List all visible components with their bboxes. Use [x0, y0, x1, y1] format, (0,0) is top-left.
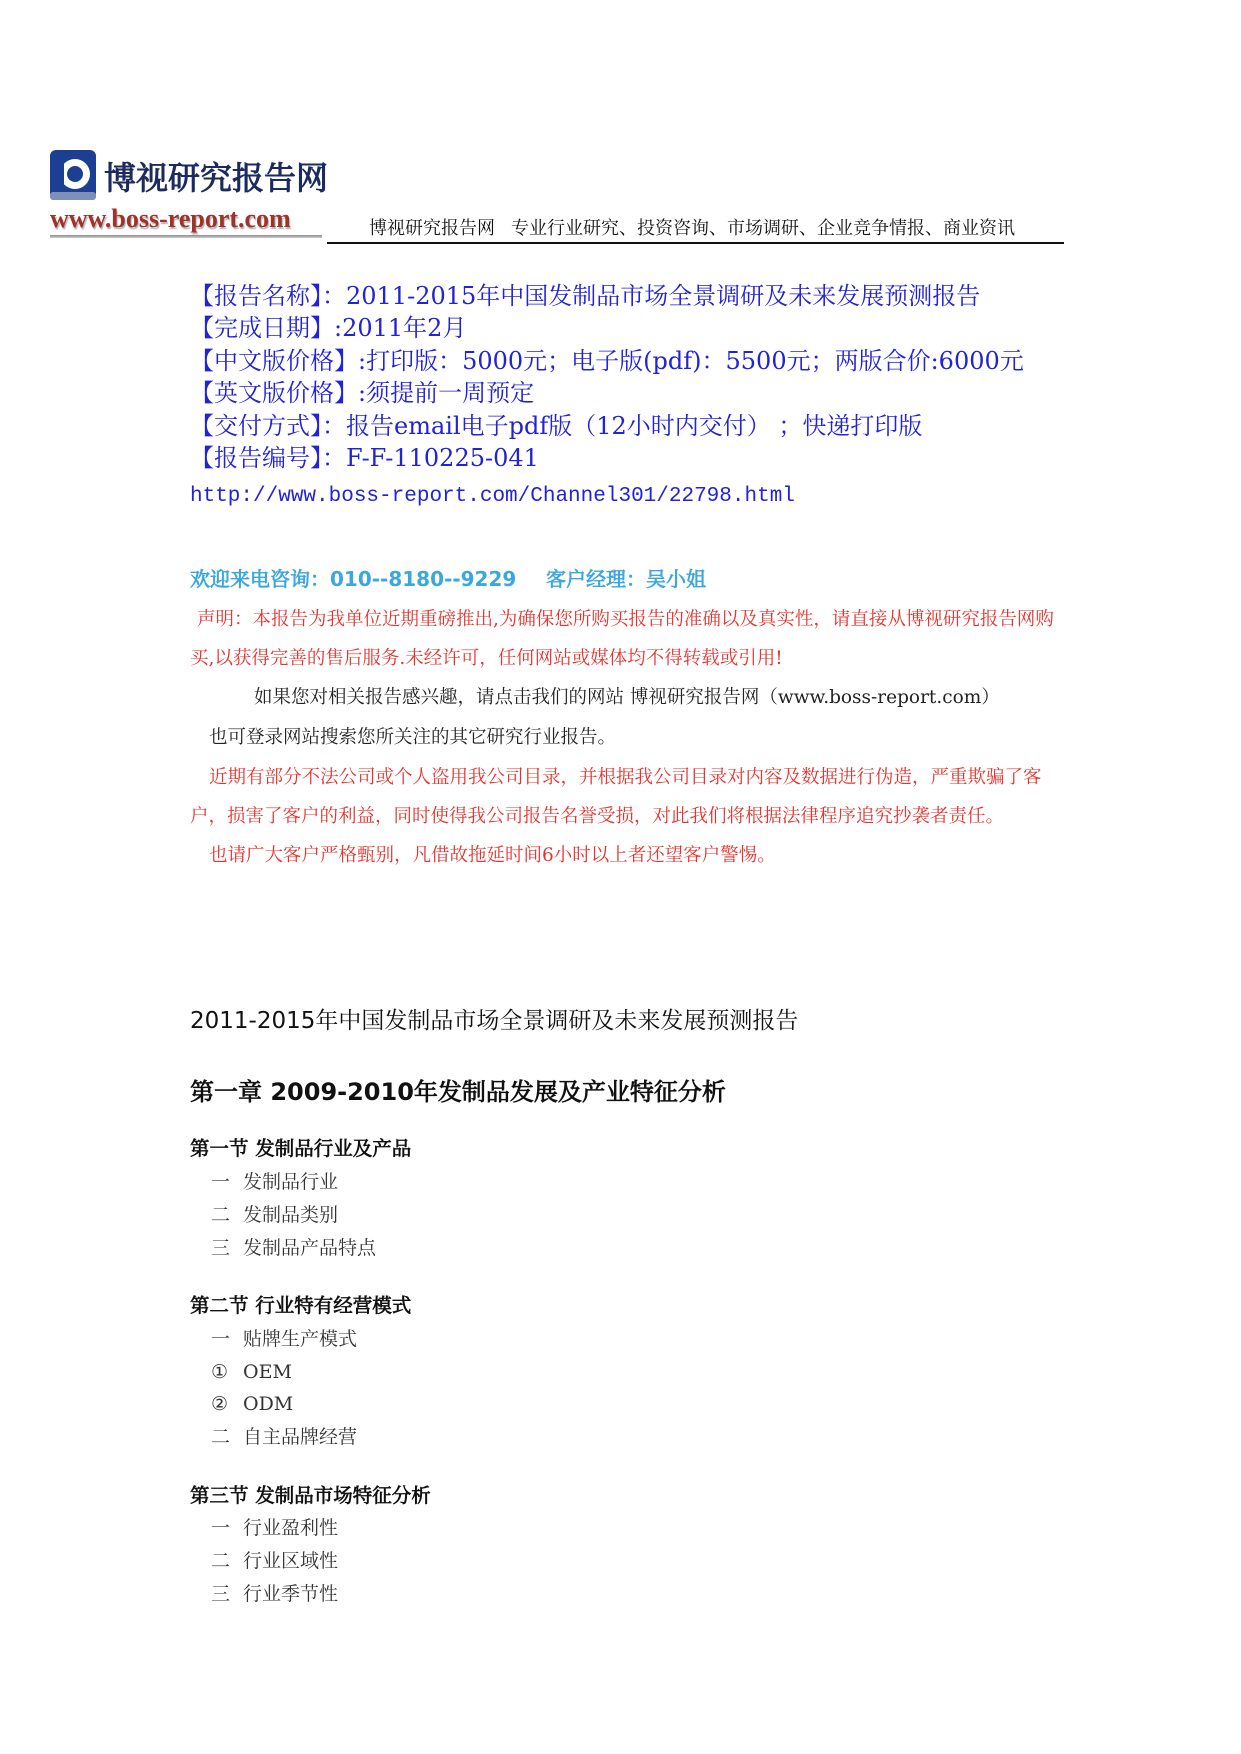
- toc-item-marker: 二: [211, 1550, 231, 1572]
- toc-item: [211, 1201, 338, 1229]
- toc-item-marker: 三: [211, 1237, 231, 1259]
- header-divider: [327, 242, 1064, 244]
- contact-phone-number: 010--8180--9229: [330, 567, 517, 591]
- website-line: 如果您对相关报告感兴趣，请点击我们的网站 博视研究报告网（www.boss-report.com）: [254, 687, 1000, 708]
- toc-item: [211, 1580, 338, 1608]
- toc-section-heading: 第二节 行业特有经营模式: [190, 1294, 412, 1317]
- toc-item-marker: ①: [211, 1361, 229, 1383]
- logo-text: 博视研究报告网: [104, 159, 329, 197]
- report-name-line: [190, 280, 1024, 312]
- english-price-line: [190, 377, 1024, 409]
- toc-item: [211, 1358, 292, 1386]
- header-tagline: [369, 218, 1015, 240]
- toc-item-marker: 三: [211, 1583, 231, 1605]
- completion-date-label: 【完成日期】:: [190, 314, 343, 343]
- toc-item-text: OEM: [243, 1361, 292, 1383]
- report-number-line: [190, 442, 1024, 474]
- toc-item-text: 行业盈利性: [243, 1517, 339, 1539]
- logo-url: www.boss-report.com: [50, 204, 291, 233]
- tagline-site-name: 博视研究报告网: [369, 218, 495, 239]
- delivery-method-line: [190, 410, 1024, 442]
- report-url-link[interactable]: http://www.boss-report.com/Channel301/22798.html: [190, 485, 795, 508]
- toc-item-marker: 一: [211, 1517, 231, 1539]
- completion-date-line: [190, 312, 1024, 344]
- toc-chapter-heading: 第一章 2009-2010年发制品发展及产业特征分析: [190, 1078, 726, 1106]
- toc-section-heading: 第三节 发制品市场特征分析: [190, 1484, 431, 1507]
- toc-item: [211, 1325, 357, 1353]
- toc-item-marker: 一: [211, 1328, 231, 1350]
- contact-phone-label: 欢迎来电咨询：: [190, 567, 330, 591]
- logo-icon: [50, 150, 96, 200]
- toc-item-text: 行业区域性: [243, 1550, 339, 1572]
- report-name-value: 2011-2015年中国发制品市场全景调研及未来发展预测报告: [346, 282, 981, 310]
- logo-url-underline: [50, 235, 322, 238]
- delivery-method-label: 【交付方式】：: [190, 411, 346, 440]
- report-number-label: 【报告编号】：: [190, 443, 346, 472]
- tagline-slogan: 专业行业研究、投资咨询、市场调研、企业竞争情报、商业资讯: [511, 218, 1015, 239]
- website-line: 也可登录网站搜索您所关注的其它研究行业报告。: [209, 727, 617, 748]
- toc-item-text: 发制品产品特点: [243, 1237, 377, 1259]
- toc-item: [211, 1390, 293, 1418]
- contact-manager-label: 客户经理：: [546, 567, 646, 591]
- toc-item-text: 发制品行业: [243, 1171, 339, 1193]
- english-price-value: 须提前一周预定: [366, 379, 535, 408]
- toc-item: [211, 1423, 357, 1451]
- english-price-label: 【英文版价格】:: [190, 379, 367, 408]
- toc-item-text: 自主品牌经营: [243, 1426, 358, 1448]
- report-number-value: F-F-110225-041: [346, 443, 539, 472]
- contact-manager-name: 吴小姐: [646, 567, 706, 591]
- warning-line: 户，损害了客户的利益，同时使得我公司报告名誉受损，对此我们将根据法律程序追究抄袭者责任。: [190, 806, 1005, 827]
- chinese-price-value: 打印版：5000元；电子版(pdf)：5500元；两版合价:6000元: [366, 346, 1024, 375]
- toc-item-text: 贴牌生产模式: [243, 1328, 358, 1350]
- chinese-price-label: 【中文版价格】:: [190, 346, 367, 375]
- report-info: [190, 280, 1024, 474]
- toc-item: [211, 1168, 338, 1196]
- completion-date-value: 2011年2月: [342, 314, 467, 343]
- toc-item-text: 发制品类别: [243, 1204, 339, 1226]
- chinese-price-line: [190, 345, 1024, 377]
- toc-item-text: ODM: [243, 1393, 294, 1415]
- contact-phone: [190, 567, 516, 591]
- toc-item-marker: 二: [211, 1204, 231, 1226]
- toc-item: [211, 1234, 376, 1262]
- toc-item-marker: 一: [211, 1171, 231, 1193]
- statement-line: 声明：本报告为我单位近期重磅推出,为确保您所购买报告的准确以及真实性，请直接从博视研究报告网购: [197, 609, 1054, 630]
- toc-title: 2011-2015年中国发制品市场全景调研及未来发展预测报告: [190, 1008, 799, 1034]
- toc-item-marker: ②: [211, 1393, 229, 1415]
- warning-line: 近期有部分不法公司或个人盗用我公司目录，并根据我公司目录对内容及数据进行伪造，严重欺骗了客: [209, 767, 1042, 788]
- toc-item-marker: 二: [211, 1426, 231, 1448]
- statement-line: 买,以获得完善的售后服务.未经许可，任何网站或媒体均不得转载或引用!: [190, 648, 783, 669]
- toc-item: [211, 1547, 338, 1575]
- toc-section-heading: 第一节 发制品行业及产品: [190, 1137, 412, 1160]
- report-name-label: 【报告名称】：: [190, 282, 346, 310]
- toc-item: [211, 1514, 338, 1542]
- contact-manager: [546, 567, 706, 591]
- toc-item-text: 行业季节性: [243, 1583, 339, 1605]
- delivery-method-value: 报告email电子pdf版（12小时内交付） ；快递打印版: [346, 411, 923, 440]
- warning-line: 也请广大客户严格甄别，凡借故拖延时间6小时以上者还望客户警惕。: [209, 845, 776, 866]
